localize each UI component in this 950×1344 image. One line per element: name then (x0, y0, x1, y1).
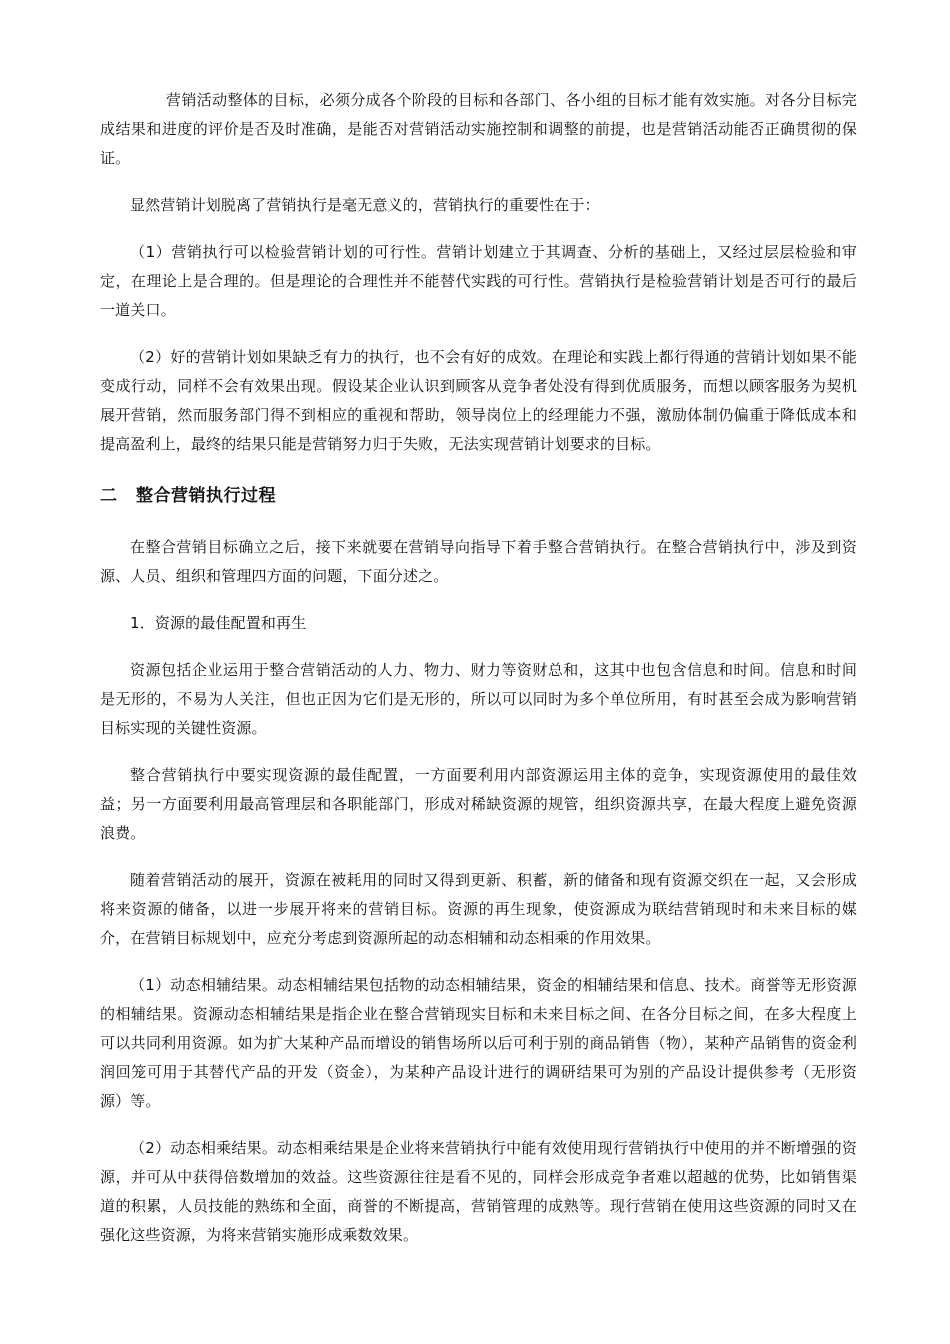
section-paragraph-2: 资源包括企业运用于整合营销活动的人力、物力、财力等资财总和，这其中也包含信息和时间。信息和时间是无形的，不易为人关注，但也正因为它们是无形的，所以可以同时为多个单位所用，有时甚至会成为影响营销目标实现的关键性资源。 (100, 661, 857, 737)
section-heading (100, 481, 857, 511)
section-paragraph-3: 整合营销执行中要实现资源的最佳配置，一方面要利用内部资源运用主体的竞争，实现资源使用的最佳效益；另一方面要利用最高管理层和各职能部门，形成对稀缺资源的规管，组织资源共享，在最大程度上避免资源浪费。 (100, 766, 857, 842)
section-title: 整合营销执行过程 (136, 486, 276, 506)
section-paragraph-6: （2）动态相乘结果。动态相乘结果是企业将来营销执行中能有效使用现行营销执行中使用的并不断增强的资源，并可从中获得倍数增加的效益。这些资源往往是看不见的，同样会形成竞争者难以超越的优势，比如销售渠道的积累，人员技能的熟练和全面，商誉的不断提高，营销管理的成熟等。现行营销在使用这些资源的同时又在强化这些资源，为将来营销实施形成乘数效果。 (100, 1139, 857, 1244)
section-paragraph-4: 随着营销活动的展开，资源在被耗用的同时又得到更新、积蓄，新的储备和现有资源交织在一起，又会形成将来资源的储备，以进一步展开将来的营销目标。资源的再生现象，使资源成为联结营销现时和未来目标的媒介，在营销目标规划中，应充分考虑到资源所起的动态相辅和动态相乘的作用效果。 (100, 871, 857, 947)
intro-paragraph-2: 显然营销计划脱离了营销执行是毫无意义的，营销执行的重要性在于： (130, 196, 600, 214)
section-paragraph-1: 在整合营销目标确立之后，接下来就要在营销导向指导下着手整合营销执行。在整合营销执行中，涉及到资源、人员、组织和管理四方面的问题，下面分述之。 (100, 538, 857, 585)
intro-paragraph-1: 营销活动整体的目标，必须分成各个阶段的目标和各部门、各小组的目标才能有效实施。对各分目标完成结果和进度的评价是否及时准确，是能否对营销活动实施控制和调整的前提，也是营销活动能否正确贯彻的保证。 (100, 91, 857, 167)
intro-paragraph-3: （1）营销执行可以检验营销计划的可行性。营销计划建立于其调查、分析的基础上，又经过层层检验和审定，在理论上是合理的。但是理论的合理性并不能替代实践的可行性。营销执行是检验营销计划是否可行的最后一道关口。 (100, 243, 857, 319)
section-paragraph-5: （1）动态相辅结果。动态相辅结果包括物的动态相辅结果，资金的相辅结果和信息、技术。商誉等无形资源的相辅结果。资源动态相辅结果是指企业在整合营销现实目标和未来目标之间、在各分目标之间，在多大程度上可以共同利用资源。如为扩大某种产品而增设的销售场所以后可利于别的商品销售（物），某种产品销售的资金利润回笼可用于其替代产品的开发（资金），为某种产品设计进行的调研结果可为别的产品设计提供参考（无形资源）等。 (100, 976, 857, 1110)
subheading-resources: 1．资源的最佳配置和再生 (130, 614, 307, 632)
intro-paragraph-4: （2）好的营销计划如果缺乏有力的执行，也不会有好的成效。在理论和实践上都行得通的营销计划如果不能变成行动，同样不会有效果出现。假设某企业认识到顾客从竞争者处没有得到优质服务，而想以顾客服务为契机展开营销，然而服务部门得不到相应的重视和帮助，领导岗位上的经理能力不强，激励体制仍偏重于降低成本和提高盈利上，最终的结果只能是营销努力归于失败，无法实现营销计划要求的目标。 (100, 348, 857, 453)
section-number: 二 (100, 486, 118, 506)
document-page (100, 86, 857, 1250)
